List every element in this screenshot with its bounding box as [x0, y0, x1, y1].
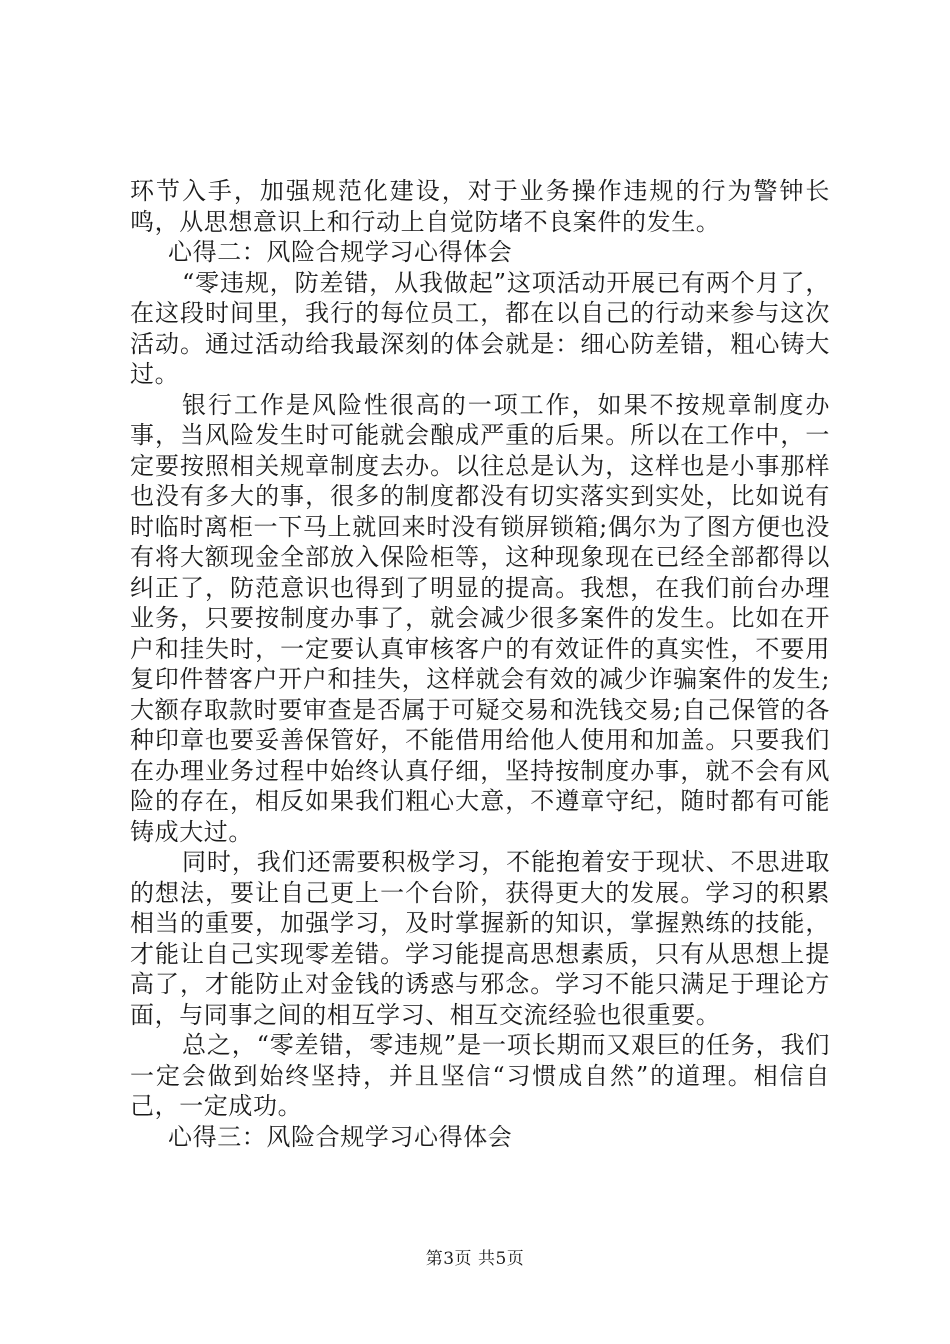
paragraph-intro: “零违规，防差错，从我做起”这项活动开展已有两个月了，在这段时间里，我行的每位员工，都在以自己的行动来参与这次活动。通过活动给我最深刻的体会就是：细心防差错，粗心铸大过。: [130, 268, 830, 388]
section-heading-3: 心得三：风险合规学习心得体会: [168, 1122, 513, 1151]
paragraph-risk: 银行工作是风险性很高的一项工作，如果不按规章制度办事，当风险发生时可能就会酿成严重的后果。所以在工作中，一定要按照相关规章制度去办。以往总是认为，这样也是小事那样也没有多大的事，很多的制度都没有切实落实到实处，比如说有时临时离柜一下马上就回来时没有锁屏锁箱;偶尔为了图方便也没有将大额现金全部放入保险柜等，这种现象现在已经全部都得以纠正了，防范意识也得到了明显的提高。我想，在我们前台办理业务，只要按制度办事了，就会减少很多案件的发生。比如在开户和挂失时，一定要认真审核客户的有效证件的真实性，不要用复印件替客户开户和挂失，这样就会有效的减少诈骗案件的发生;大额存取款时要审查是否属于可疑交易和洗钱交易;自己保管的各种印章也要妥善保管好，不能借用给他人使用和加盖。只要我们在办理业务过程中始终认真仔细，坚持按制度办事，就不会有风险的存在，相反如果我们粗心大意，不遵章守纪，随时都有可能铸成大过。: [130, 390, 830, 846]
page-number: 第3页 共5页: [425, 1249, 525, 1269]
section-heading-2: 心得二：风险合规学习心得体会: [168, 238, 513, 266]
paragraph-continuation: 环节入手，加强规范化建设，对于业务操作违规的行为警钟长鸣，从思想意识上和行动上自觉防堵不良案件的发生。: [130, 177, 830, 236]
paragraph-conclusion: 总之，“零差错，零违规”是一项长期而又艰巨的任务，我们一定会做到始终坚持，并且坚信“习惯成自然”的道理。相信自己，一定成功。: [130, 1031, 830, 1120]
document-body: [130, 176, 830, 1152]
paragraph-learning: 同时，我们还需要积极学习，不能抱着安于现状、不思进取的想法，要让自己更上一个台阶，获得更大的发展。学习的积累相当的重要，加强学习，及时掌握新的知识，掌握熟练的技能，才能让自己实现零差错。学习能提高思想素质，只有从思想上提高了，才能防止对金钱的诱惑与邪念。学习不能只满足于理论方面，与同事之间的相互学习、相互交流经验也很重要。: [130, 848, 830, 1029]
